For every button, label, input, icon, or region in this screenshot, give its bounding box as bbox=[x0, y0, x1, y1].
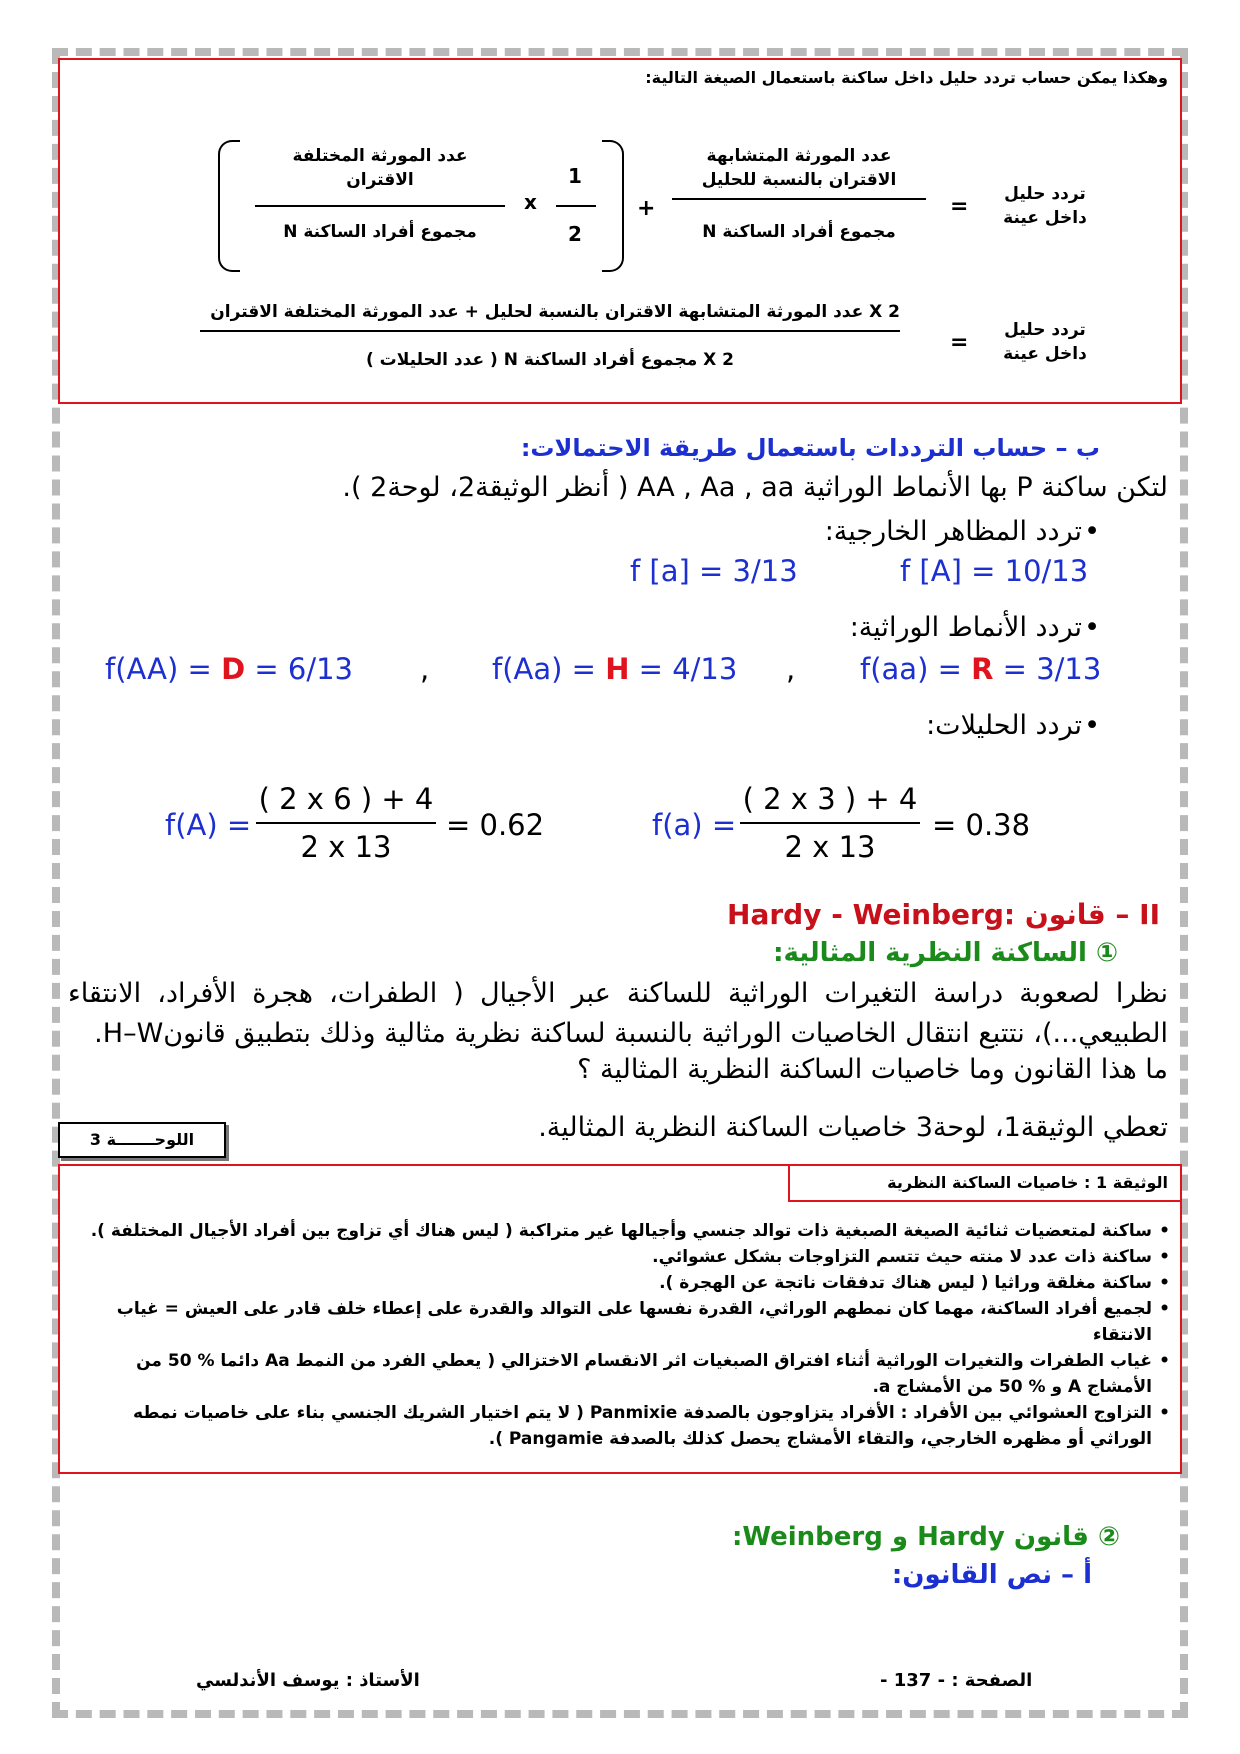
fa-lhs: f(a) = bbox=[652, 808, 737, 842]
equals-1: = bbox=[950, 194, 969, 219]
half-fraction-line bbox=[556, 205, 596, 207]
allele-bullet bbox=[926, 710, 1100, 741]
fA-fraction-line bbox=[256, 822, 436, 824]
doc1-item: • ساكنة ذات عدد لا منته حيث تتسم التزاوجات بشكل عشوائي. bbox=[80, 1244, 1170, 1270]
formula2-denominator: X 2 مجموع أفراد الساكنة N ( عدد الحليلات ) bbox=[365, 350, 735, 370]
freq-AA-pre: f(AA) = bbox=[105, 652, 222, 686]
para-3: تعطي الوثيقة1، لوحة3 خاصيات الساكنة النظرية المثالية. bbox=[538, 1112, 1168, 1143]
fA-result: = 0.62 bbox=[446, 808, 545, 842]
het-num-line-1: عدد المورثة المختلفة bbox=[292, 146, 468, 166]
lhs-label-1 bbox=[985, 182, 1105, 230]
half-denominator: 2 bbox=[568, 222, 582, 246]
geno-label: • تردد الأنماط الوراثية: bbox=[850, 612, 1100, 643]
lhs-line-1b: تردد حليل bbox=[1004, 320, 1086, 340]
fA-lhs: f(A) = bbox=[165, 808, 252, 842]
doc1-item: • لجميع أفراد الساكنة، مهما كان نمطهم الوراثي، القدرة نفسها على التوالد والقدرة على إعطاء خلف قادر على العيش = غياب الانتقاء bbox=[80, 1296, 1170, 1348]
plus-sign: + bbox=[637, 196, 656, 221]
fA-numerator: ( 2 x 6 ) + 4 bbox=[258, 782, 434, 816]
freq-Aa-pre: f(Aa) = bbox=[492, 652, 606, 686]
freq-Aa-letter: H bbox=[605, 652, 630, 686]
freq-AA-letter: D bbox=[221, 652, 246, 686]
section-2-title-en: Hardy - Weinberg: bbox=[727, 898, 1016, 931]
freq-Aa bbox=[492, 652, 737, 686]
freq-Aa-post: = 4/13 bbox=[629, 652, 738, 686]
doc1-item: • التزاوج العشوائي بين الأفراد : الأفراد يتزاوجون بالصدفة Panmixie ( لا يتم اختيار الشريك الجنسي بناء على خاصيات نمطه الوراثي أو مظهره الخارجي، والتقاء الأمشاج يحصل كذلك بالصدفة Pangamie ). bbox=[80, 1400, 1170, 1452]
allele-label: • تردد الحليلات: bbox=[926, 710, 1100, 741]
footer-author: الأستاذ : يوسف الأندلسي bbox=[196, 1670, 420, 1691]
formula-intro: وهكذا يمكن حساب تردد حليل داخل ساكنة باستعمال الصيغة التالية: bbox=[645, 68, 1168, 87]
het-num-line-2: الاقتران bbox=[346, 170, 414, 190]
fa-numerator: ( 2 x 3 ) + 4 bbox=[742, 782, 918, 816]
freq-aa-letter: R bbox=[971, 652, 994, 686]
freq-AA bbox=[105, 652, 353, 686]
freq-aa-pre: f(aa) = bbox=[860, 652, 972, 686]
lhs-line-1: تردد حليل bbox=[1004, 184, 1086, 204]
equals-2: = bbox=[950, 330, 969, 355]
para-2: ما هذا القانون وما خاصيات الساكنة النظرية المثالية ؟ bbox=[577, 1054, 1168, 1085]
section-b-title: ب – حساب الترددات باستعمال طريقة الاحتمالات: bbox=[520, 434, 1100, 462]
right-bracket bbox=[602, 140, 624, 272]
para-1: نظرا لصعوبة دراسة التغيرات الوراثية للساكنة عبر الأجيال ( الطفرات، هجرة الأفراد، الانتقاء الطبيعي...)، نتتبع انتقال الخاصيات الوراثية بالنسبة لساكنة نظرية مثالية وذلك بتطبيق قانونH–W. bbox=[68, 978, 1168, 1049]
het-fraction-line bbox=[255, 205, 505, 207]
comma-1: , bbox=[786, 652, 796, 686]
homo-fraction-line bbox=[672, 198, 926, 200]
phen-label: • تردد المظاهر الخارجية: bbox=[825, 516, 1100, 547]
footer-page: الصفحة : - 137 - bbox=[880, 1670, 1033, 1691]
fa-denominator: 2 x 13 bbox=[784, 830, 876, 864]
doc1-item: • غياب الطفرات والتغيرات الوراثية أثناء افتراق الصبغيات اثر الانقسام الاختزالي ( يعطي الفرد من النمط Aa دائما % 50 من الأمشاج A و % 50 من الأمشاج a. bbox=[80, 1348, 1170, 1400]
het-denominator: مجموع أفراد الساكنة N bbox=[283, 222, 477, 242]
left-bracket bbox=[218, 140, 240, 272]
homo-denominator: مجموع أفراد الساكنة N bbox=[702, 222, 896, 242]
lhs-line-2: داخل عينة bbox=[1003, 208, 1087, 228]
law-subtitle: أ – نص القانون: bbox=[891, 1560, 1092, 1590]
formula2-numerator: X 2 عدد المورثة المتشابهة الاقتران بالنسبة لحليل + عدد المورثة المختلفة الاقتران bbox=[210, 302, 900, 322]
freq-aa bbox=[860, 652, 1101, 686]
phen-bullet bbox=[825, 516, 1100, 547]
freq-A: f [A] = 10/13 bbox=[900, 554, 1089, 588]
doc1-list bbox=[80, 1218, 1170, 1452]
comma-2: , bbox=[420, 652, 430, 686]
freq-aa-post: = 3/13 bbox=[993, 652, 1102, 686]
homo-numerator bbox=[672, 144, 926, 192]
law-title: ② قانون Hardy و Weinberg: bbox=[731, 1522, 1120, 1552]
geno-bullet bbox=[850, 612, 1100, 643]
formula2-fraction-line bbox=[200, 330, 900, 332]
section-b-intro: لتكن ساكنة P بها الأنماط الوراثية AA , Aa , aa ( أنظر الوثيقة2، لوحة2 ). bbox=[342, 472, 1168, 503]
fA-denominator: 2 x 13 bbox=[300, 830, 392, 864]
doc1-item: • ساكنة مغلقة وراثيا ( ليس هناك تدفقات ناتجة عن الهجرة ). bbox=[80, 1270, 1170, 1296]
homo-num-line-1: عدد المورثة المتشابهة bbox=[706, 146, 892, 166]
fa-fraction-line bbox=[740, 822, 920, 824]
het-numerator bbox=[255, 144, 505, 192]
doc1-item: • ساكنة لمتعضيات ثنائية الصيغة الصبغية ذات توالد جنسي وأجيالها غير متراكبة ( ليس هناك أي تزاوج بين أفراد الأجيال المختلفة ). bbox=[80, 1218, 1170, 1244]
freq-AA-post: = 6/13 bbox=[245, 652, 353, 686]
homo-num-line-2: الاقتران بالنسبة للحليل bbox=[701, 170, 897, 190]
freq-a: f [a] = 3/13 bbox=[630, 554, 798, 588]
fa-result: = 0.38 bbox=[932, 808, 1031, 842]
board-tag: اللوحـــــــة 3 bbox=[58, 1122, 226, 1158]
section-2-title bbox=[727, 898, 1160, 931]
lhs-label-2 bbox=[985, 318, 1105, 366]
doc1-title: الوثيقة 1 : خاصيات الساكنة النظرية bbox=[788, 1164, 1182, 1202]
half-numerator: 1 bbox=[568, 164, 582, 188]
times-sign: x bbox=[524, 190, 537, 214]
lhs-line-2b: داخل عينة bbox=[1003, 344, 1087, 364]
section-2-title-ar: II – قانون bbox=[1024, 898, 1160, 931]
ideal-population-title: ① الساكنة النظرية المثالية: bbox=[773, 938, 1118, 968]
